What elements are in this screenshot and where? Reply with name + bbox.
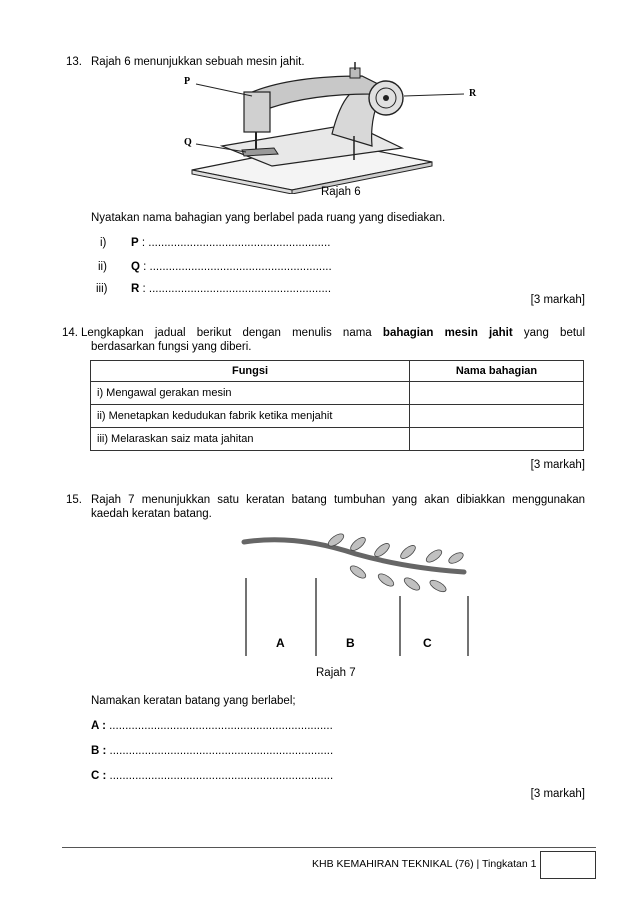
q15-item — [91, 770, 333, 782]
q14-prompt-post: yang betul — [512, 327, 585, 339]
q13-answer-line[interactable]: : ......................................................... — [142, 283, 332, 295]
q14-table — [90, 360, 584, 451]
figure6-label-p: P — [184, 76, 191, 87]
q15-answer-line[interactable]: ...................................................................... — [109, 720, 333, 732]
q15-answer-line[interactable]: ...................................................................... — [109, 770, 334, 782]
figure6-caption: Rajah 6 — [321, 186, 361, 198]
sewing-machine-figure — [182, 62, 502, 194]
table-row — [91, 428, 584, 451]
q14-prompt — [81, 327, 585, 339]
figure7-caption: Rajah 7 — [316, 667, 356, 679]
q13-marks: [3 markah] — [530, 294, 585, 306]
q15-number: 15. — [66, 494, 82, 506]
cell-fungsi: ii) Menetapkan kedudukan fabrik ketika menjahit — [91, 405, 410, 428]
q14-number: 14. — [62, 327, 78, 339]
q13-item-roman: i) — [100, 237, 107, 249]
table-header-row — [91, 361, 584, 382]
figure7-label-a: A — [276, 636, 285, 650]
q13-item-roman: iii) — [96, 283, 108, 295]
q15-item — [91, 720, 333, 732]
cell-nama-answer[interactable] — [410, 428, 584, 451]
q15-answer-line[interactable]: ...................................................................... — [109, 745, 334, 757]
q14-prompt-pre: Lengkapkan jadual berikut dengan menulis nama — [81, 327, 383, 339]
q13-item-roman: ii) — [98, 261, 107, 273]
q13-prompt: Rajah 6 menunjukkan sebuah mesin jahit. — [91, 56, 305, 68]
col-header-fungsi: Fungsi — [91, 361, 410, 382]
q13-instruction: Nyatakan nama bahagian yang berlabel pada ruang yang disediakan. — [91, 212, 446, 224]
col-header-nama: Nama bahagian — [410, 361, 584, 382]
cell-nama-answer[interactable] — [410, 405, 584, 428]
q13-item — [131, 237, 330, 249]
q15-prompt-line2: kaedah keratan batang. — [91, 508, 212, 520]
q13-item — [131, 283, 331, 295]
score-box — [540, 851, 596, 879]
table-row — [91, 382, 584, 405]
q15-instruction: Namakan keratan batang yang berlabel; — [91, 695, 296, 707]
footer-text: KHB KEMAHIRAN TEKNIKAL (76) | Tingkatan 1 — [312, 858, 537, 870]
q13-item — [131, 261, 332, 273]
cell-nama-answer[interactable] — [410, 382, 584, 405]
q13-item-letter: P — [131, 237, 139, 249]
q15-item-letter: B : — [91, 745, 107, 757]
footer-divider — [62, 847, 596, 848]
figure7-label-b: B — [346, 636, 355, 650]
q13-item-letter: Q — [131, 261, 140, 273]
q15-item-letter: C : — [91, 770, 107, 782]
cell-fungsi: i) Mengawal gerakan mesin — [91, 382, 410, 405]
q15-item-letter: A : — [91, 720, 106, 732]
q15-prompt-line1: Rajah 7 menunjukkan satu keratan batang tumbuhan yang akan dibiakkan menggunakan — [91, 494, 585, 506]
table-row — [91, 405, 584, 428]
q13-answer-line[interactable]: : ......................................................... — [141, 237, 331, 249]
q13-number: 13. — [66, 56, 82, 68]
q13-item-letter: R — [131, 283, 140, 295]
q14-marks: [3 markah] — [530, 459, 585, 471]
q14-prompt-line2: berdasarkan fungsi yang diberi. — [91, 341, 252, 353]
stem-cutting-figure — [236, 530, 476, 662]
figure6-label-q: Q — [184, 137, 192, 148]
cell-fungsi: iii) Melaraskan saiz mata jahitan — [91, 428, 410, 451]
q15-item — [91, 745, 333, 757]
q14-prompt-bold: bahagian mesin jahit — [382, 327, 513, 339]
q15-marks: [3 markah] — [530, 788, 585, 800]
figure7-label-c: C — [423, 636, 432, 650]
q13-answer-line[interactable]: : ......................................................... — [143, 261, 332, 273]
figure6-label-r: R — [469, 88, 477, 99]
